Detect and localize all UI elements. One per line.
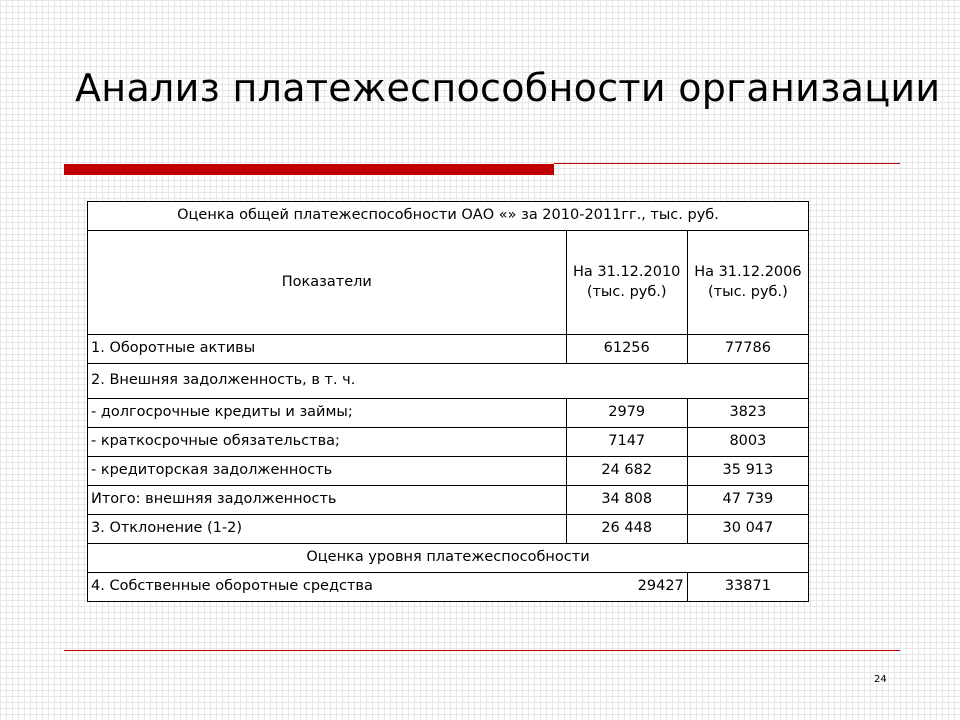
slide-title: Анализ платежеспособности организации — [75, 66, 941, 110]
table-row — [88, 457, 809, 486]
title-underline-thick — [64, 164, 554, 175]
row-value-2010: 29427 — [566, 573, 687, 602]
table-row — [88, 399, 809, 428]
row-value-2006: 47 739 — [687, 486, 808, 515]
row-label: - кредиторская задолженность — [88, 457, 567, 486]
table-row — [88, 428, 809, 457]
row-value-2010: 24 682 — [566, 457, 687, 486]
row-value-2006: 35 913 — [687, 457, 808, 486]
table-caption: Оценка общей платежеспособности ОАО «» за 2010-2011гг., тыс. руб. — [88, 202, 809, 231]
footer-rule — [64, 650, 900, 651]
header-col-2006-date: На 31.12.2006 — [694, 263, 802, 280]
header-col-2010-unit: (тыс. руб.) — [586, 283, 667, 300]
row-value-2006: 3823 — [687, 399, 808, 428]
table-row — [88, 486, 809, 515]
row-value-2010: 2979 — [566, 399, 687, 428]
solvency-table — [87, 201, 809, 602]
row-label: Итого: внешняя задолженность — [88, 486, 567, 515]
header-col-2010-date: На 31.12.2010 — [572, 263, 681, 280]
table-row — [88, 364, 809, 399]
row-label: - краткосрочные обязательства; — [88, 428, 567, 457]
header-col-2006 — [687, 231, 808, 335]
table-row — [88, 573, 809, 602]
table-header-row — [88, 231, 809, 335]
table-caption-row — [88, 202, 809, 231]
page-number: 24 — [874, 674, 887, 685]
row-value-2010: 26 448 — [566, 515, 687, 544]
row-value-2006: 77786 — [687, 335, 808, 364]
section-header: Оценка уровня платежеспособности — [88, 544, 809, 573]
table-row — [88, 515, 809, 544]
row-value-2006: 33871 — [687, 573, 808, 602]
row-value-2006: 8003 — [687, 428, 808, 457]
row-value-2010: 34 808 — [566, 486, 687, 515]
section-header-row — [88, 544, 809, 573]
row-label: 2. Внешняя задолженность, в т. ч. — [88, 364, 809, 399]
row-value-2010: 61256 — [566, 335, 687, 364]
title-underline-thin — [554, 163, 900, 164]
header-col-2006-unit: (тыс. руб.) — [708, 283, 788, 300]
header-col-2010 — [566, 231, 687, 335]
row-value-2006: 30 047 — [687, 515, 808, 544]
row-label: 3. Отклонение (1-2) — [88, 515, 567, 544]
row-value-2010: 7147 — [566, 428, 687, 457]
row-label: 1. Оборотные активы — [88, 335, 567, 364]
header-indicator: Показатели — [88, 231, 567, 335]
row-label: - долгосрочные кредиты и займы; — [88, 399, 567, 428]
table-row — [88, 335, 809, 364]
row-label: 4. Собственные оборотные средства — [88, 573, 567, 602]
